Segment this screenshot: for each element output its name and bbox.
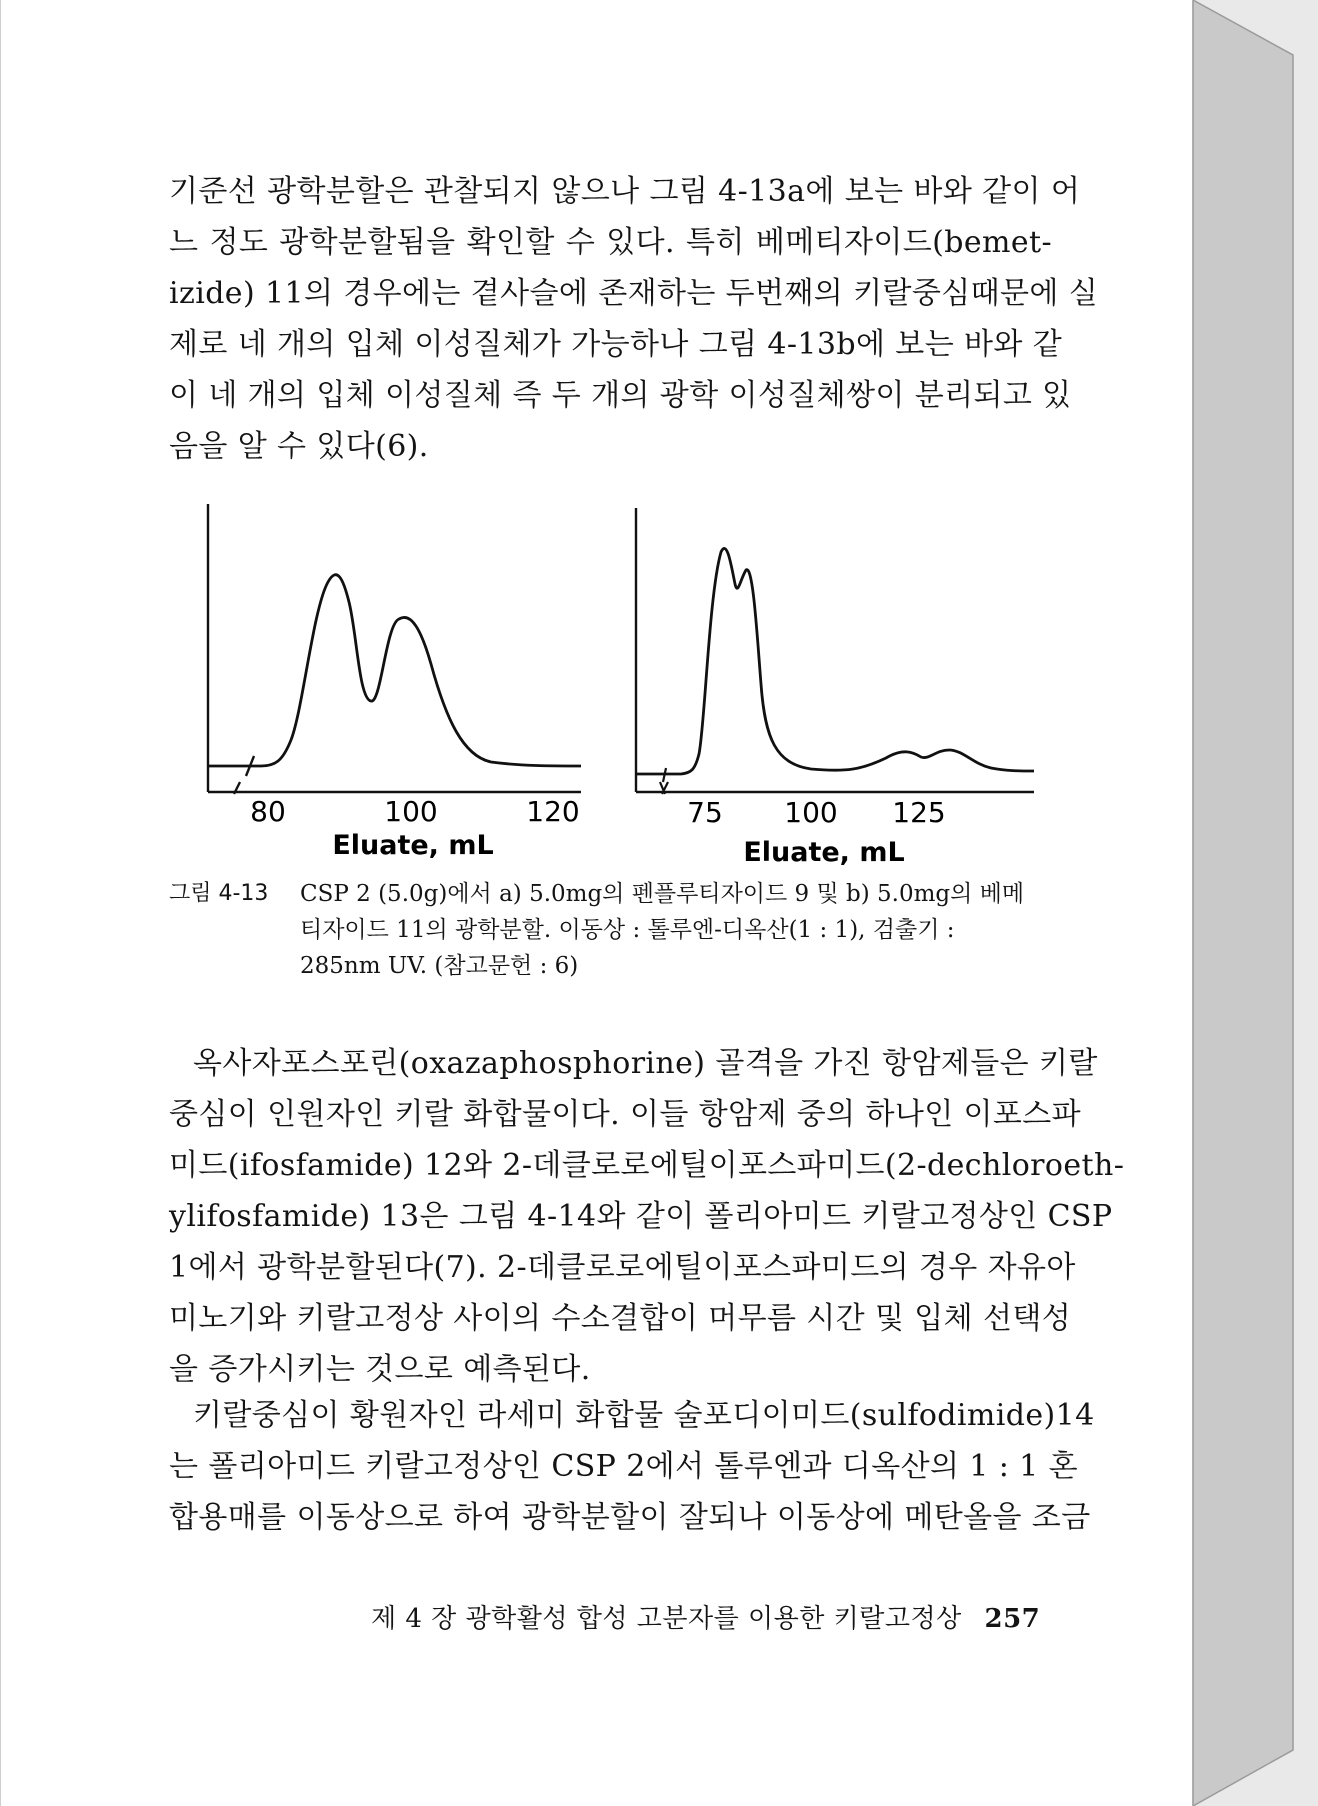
trace-b: [636, 548, 1034, 774]
caption-line: 티자이드 11의 광학분할. 이동상 : 톨루엔-디옥산(1 : 1), 검출기 :: [300, 917, 955, 943]
page-number: 257: [984, 1604, 1041, 1634]
text-line: 기준선 광학분할은 관찰되지 않으나 그림 4-13a에 보는 바와 같이 어: [169, 174, 1081, 209]
tick-label-b: 100: [784, 796, 838, 829]
text-line: 합용매를 이동상으로 하여 광학분할이 잘되나 이동상에 메탄올을 조금: [169, 1500, 1091, 1535]
tick-label-a: 120: [526, 795, 580, 828]
tick-label-a: 100: [384, 795, 438, 828]
page-footer: [371, 1598, 1040, 1635]
chapter-title: 제 4 장 광학활성 합성 고분자를 이용한 키랄고정상: [371, 1604, 962, 1634]
text-line: 중심이 인원자인 키랄 화합물이다. 이들 항암제 중의 하나인 이포스파: [169, 1097, 1082, 1132]
text-line: 미드(ifosfamide) 12와 2-데클로로에틸이포스파미드(2-dechloroeth-: [169, 1148, 1125, 1183]
text-line: 이 네 개의 입체 이성질체 즉 두 개의 광학 이성질체쌍이 분리되고 있: [169, 378, 1072, 413]
chromatogram-panel-a: [208, 504, 581, 861]
break-mark-b: [663, 768, 666, 782]
trace-a: [208, 575, 581, 766]
text-line: ylifosfamide) 13은 그림 4-14와 같이 폴리아미드 키랄고정상인 CSP: [169, 1199, 1113, 1234]
caption-line: 285nm UV. (참고문헌 : 6): [300, 953, 579, 979]
chromatogram-svg: [191, 494, 1041, 874]
caption-line: CSP 2 (5.0g)에서 a) 5.0mg의 펜플루티자이드 9 및 b) 5.0mg의 베메: [300, 881, 1025, 907]
text-line: izide) 11의 경우에는 곁사슬에 존재하는 두번째의 키랄중심때문에 실: [169, 276, 1099, 311]
text-line: 1에서 광학분할된다(7). 2-데클로로에틸이포스파미드의 경우 자유아: [169, 1250, 1076, 1285]
tick-label-b: 75: [687, 796, 723, 829]
tick-label-b: 125: [892, 796, 946, 829]
text-line: 을 증가시키는 것으로 예측된다.: [169, 1352, 591, 1387]
text-line: 음을 알 수 있다(6).: [169, 429, 429, 464]
x-axis-label-b: Eluate, mL: [743, 837, 905, 868]
text-line: 느 정도 광학분할됨을 확인할 수 있다. 특히 베메티자이드(bemet-: [169, 225, 1052, 260]
tick-label-a: 80: [250, 795, 286, 828]
text-line: 제로 네 개의 입체 이성질체가 가능하나 그림 4-13b에 보는 바와 같: [169, 327, 1063, 362]
text-line: 미노기와 키랄고정상 사이의 수소결합이 머무름 시간 및 입체 선택성: [169, 1301, 1072, 1336]
text-line: 는 폴리아미드 키랄고정상인 CSP 2에서 톨루엔과 디옥산의 1 : 1 혼: [169, 1449, 1078, 1484]
chromatogram-figure: [191, 494, 1041, 878]
text-line: 옥사자포스포린(oxazaphosphorine) 골격을 가진 항암제들은 키랄: [193, 1046, 1098, 1081]
caption-label: 그림 4-13: [169, 881, 269, 906]
x-axis-label-a: Eluate, mL: [332, 830, 494, 861]
chromatogram-panel-b: [636, 508, 1034, 868]
text-line: 키랄중심이 황원자인 라세미 화합물 술포디이미드(sulfodimide)14: [193, 1398, 1095, 1433]
book-edge-shading: [1180, 0, 1318, 1806]
